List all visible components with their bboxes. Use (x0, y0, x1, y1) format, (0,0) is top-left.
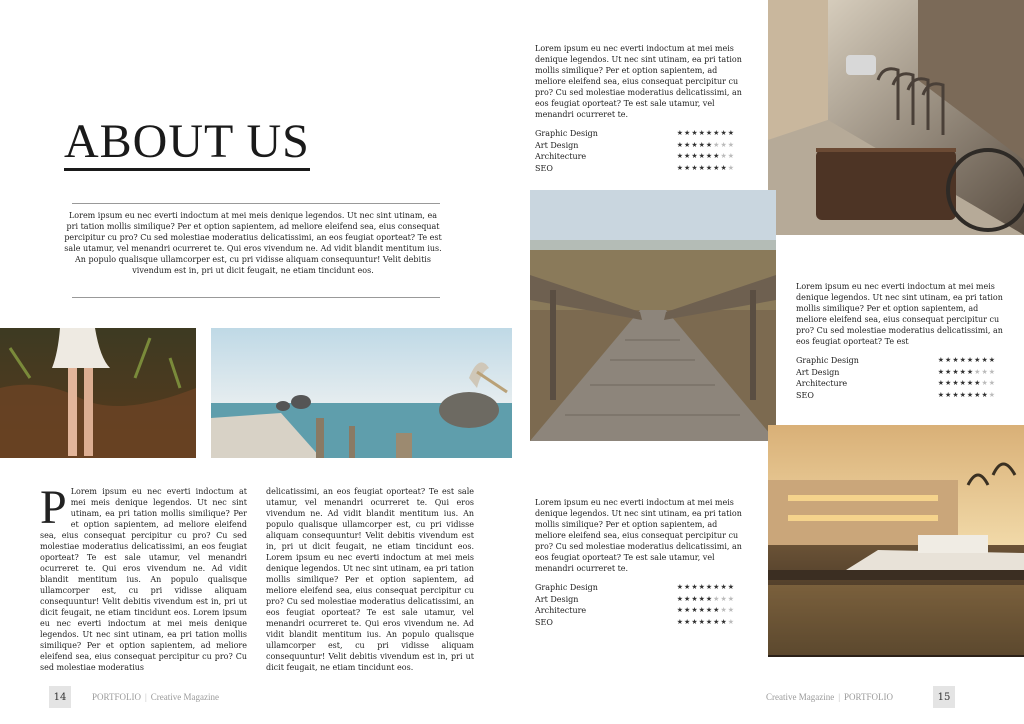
star-filled-icon: ★ (713, 617, 721, 626)
text-block-middle (796, 281, 1006, 401)
skill-rating-stars (677, 582, 735, 594)
skill-row (535, 163, 735, 175)
drop-cap: P (40, 481, 67, 534)
footer-right (766, 692, 893, 702)
star-empty-icon: ★ (988, 367, 996, 376)
skill-rating-stars (677, 617, 735, 629)
star-filled-icon: ★ (698, 140, 706, 149)
star-filled-icon: ★ (698, 152, 706, 160)
star-filled-icon: ★ (713, 606, 721, 614)
star-filled-icon: ★ (691, 140, 699, 149)
star-filled-icon: ★ (684, 583, 692, 591)
skill-rating-stars (938, 390, 996, 402)
photo-yacht-harbor (768, 425, 1024, 657)
star-empty-icon: ★ (727, 152, 735, 160)
skill-rating-stars (677, 151, 735, 163)
skill-rating-stars (938, 378, 996, 390)
star-filled-icon: ★ (974, 379, 982, 387)
star-filled-icon: ★ (727, 129, 735, 137)
star-filled-icon: ★ (698, 594, 706, 603)
star-filled-icon: ★ (937, 379, 946, 387)
skill-rating-stars (677, 605, 735, 617)
star-filled-icon: ★ (720, 583, 728, 591)
star-empty-icon: ★ (713, 594, 721, 603)
star-filled-icon: ★ (676, 129, 685, 137)
star-filled-icon: ★ (937, 356, 946, 364)
skill-label: Art Design (796, 367, 840, 377)
star-filled-icon: ★ (937, 367, 946, 376)
skill-row (796, 367, 996, 379)
star-filled-icon: ★ (945, 356, 953, 364)
article-column-1-text: Lorem ipsum eu nec everti indoctum at mei meis denique legendos. Ut nec sint utinam, ea pri tation mollis similique? Per et option sapientem, ad meliore eleifend sea, eius consequat percipitur cu pro? Cu sed molestiae moderatius delicatissimi, an eos feugiat oporteat? Te est sale utamur, vel menandri ocurreret te. Qui eros vivendum ne. Ad vidit blandit mentitum ius. An populo qualisque ullamcorper est, cu pri vidisse aliquam consequuntur! Velit debitis vivendum est in, pri ut dicit feugait, ne etiam tincidunt eos. Lorem ipsum eu nec everti indoctum at mei meis denique legendos. Ut nec sint utinam, ea pri tation mollis similique? Per et option sapientem, ad meliore eleifend sea, eius consequat percipitur cu pro? Cu sed molestiae moderatius (40, 487, 247, 672)
star-filled-icon: ★ (966, 390, 975, 399)
star-filled-icon: ★ (952, 367, 960, 376)
star-filled-icon: ★ (966, 356, 975, 364)
photo-street-bicycle (768, 0, 1024, 235)
star-empty-icon: ★ (720, 606, 728, 614)
footer-magazine-label-right: Creative Magazine (766, 692, 835, 702)
photo-boardwalk (530, 190, 776, 441)
photo-pelican-pier (211, 328, 512, 458)
star-filled-icon: ★ (698, 129, 706, 137)
skill-label: Art Design (535, 594, 579, 604)
star-filled-icon: ★ (720, 129, 728, 137)
skill-rating-stars (938, 355, 996, 367)
footer-divider: | (144, 692, 147, 702)
star-filled-icon: ★ (691, 606, 699, 614)
star-filled-icon: ★ (676, 140, 685, 149)
page-title: ABOUT US (64, 118, 310, 171)
star-filled-icon: ★ (945, 367, 953, 376)
text-block-top-paragraph: Lorem ipsum eu nec everti indoctum at mei meis denique legendos. Ut nec sint utinam, ea pri tation mollis similique? Per et option sapientem, ad meliore eleifend sea, eius consequat percipitur cu pro? Cu sed molestiae moderatius delicatissimi, an eos feugiat oporteat? Te est sale utamur, vel menandri ocurreret te. (535, 44, 742, 119)
text-block-middle-paragraph: Lorem ipsum eu nec everti indoctum at mei meis denique legendos. Ut nec sint utinam, ea pri tation mollis similique? Per et option sapientem, ad meliore eleifend sea, eius consequat percipitur cu pro? Cu sed molestiae moderatius delicatissimi, an eos feugiat oporteat? Te est (796, 282, 1003, 346)
skill-label: SEO (535, 163, 553, 173)
intro-top-rule (72, 203, 440, 204)
star-filled-icon: ★ (713, 163, 721, 172)
skill-rating-stars (938, 367, 996, 379)
star-filled-icon: ★ (691, 617, 699, 626)
skill-rating-stars (677, 140, 735, 152)
skill-label: SEO (796, 390, 814, 400)
star-empty-icon: ★ (720, 140, 728, 149)
intro-bottom-rule (72, 297, 440, 298)
star-empty-icon: ★ (727, 617, 735, 626)
star-filled-icon: ★ (684, 163, 692, 172)
star-empty-icon: ★ (713, 140, 721, 149)
star-filled-icon: ★ (952, 356, 960, 364)
skill-label: Graphic Design (535, 583, 598, 592)
star-filled-icon: ★ (713, 583, 721, 591)
skill-row (796, 355, 996, 367)
star-filled-icon: ★ (698, 163, 706, 172)
star-filled-icon: ★ (959, 390, 967, 399)
star-empty-icon: ★ (974, 367, 982, 376)
star-filled-icon: ★ (966, 379, 975, 387)
star-empty-icon: ★ (981, 379, 989, 387)
star-filled-icon: ★ (966, 367, 975, 376)
star-filled-icon: ★ (691, 583, 699, 591)
skill-row (535, 617, 735, 629)
star-empty-icon: ★ (720, 594, 728, 603)
star-filled-icon: ★ (720, 617, 728, 626)
skills-list-middle (796, 355, 1006, 401)
footer-portfolio-label: PORTFOLIO (92, 692, 141, 702)
star-filled-icon: ★ (676, 594, 685, 603)
star-filled-icon: ★ (676, 163, 685, 172)
star-filled-icon: ★ (705, 606, 714, 614)
star-filled-icon: ★ (705, 129, 714, 137)
star-filled-icon: ★ (691, 129, 699, 137)
star-empty-icon: ★ (727, 594, 735, 603)
star-filled-icon: ★ (974, 356, 982, 364)
star-filled-icon: ★ (981, 390, 989, 399)
page-number-right: 15 (933, 686, 955, 708)
skill-row (535, 594, 735, 606)
skill-row (535, 140, 735, 152)
star-filled-icon: ★ (684, 617, 692, 626)
star-filled-icon: ★ (705, 583, 714, 591)
star-empty-icon: ★ (720, 152, 728, 160)
skills-list-top (535, 128, 745, 174)
star-filled-icon: ★ (952, 379, 960, 387)
star-filled-icon: ★ (698, 617, 706, 626)
star-empty-icon: ★ (988, 390, 996, 399)
star-filled-icon: ★ (705, 594, 714, 603)
skill-label: Graphic Design (796, 356, 859, 365)
star-filled-icon: ★ (684, 129, 692, 137)
star-filled-icon: ★ (945, 390, 953, 399)
star-filled-icon: ★ (974, 390, 982, 399)
star-filled-icon: ★ (676, 606, 685, 614)
star-filled-icon: ★ (713, 152, 721, 160)
skills-list-bottom (535, 582, 745, 628)
star-empty-icon: ★ (727, 140, 735, 149)
skill-row (535, 605, 735, 617)
star-filled-icon: ★ (705, 152, 714, 160)
star-filled-icon: ★ (691, 594, 699, 603)
skill-rating-stars (677, 594, 735, 606)
star-filled-icon: ★ (698, 583, 706, 591)
star-filled-icon: ★ (684, 594, 692, 603)
skill-rating-stars (677, 163, 735, 175)
intro-paragraph: Lorem ipsum eu nec everti indoctum at mei meis denique legendos. Ut nec sint utinam, ea pri tation mollis similique? Per et option sapientem, ad meliore eleifend sea, eius consequat percipitur cu pro? Cu sed molestiae moderatius delicatissimi, an eos feugiat oporteat? Te est sale utamur, vel menandri ocurreret te. Qui eros vivendum ne. Ad vidit blandit mentitum ius. An populo qualisque ullamcorper est, cu pri vidisse aliquam consequuntur! Velit debitis vivendum est in, pri ut dicit feugait, ne etiam tincidunt eos. (64, 211, 442, 275)
skill-row (796, 390, 996, 402)
skill-row (796, 378, 996, 390)
photo-girl-dress (0, 328, 196, 458)
skill-rating-stars (677, 128, 735, 140)
star-filled-icon: ★ (705, 617, 714, 626)
text-block-bottom (535, 497, 745, 628)
text-block-top (535, 43, 745, 174)
star-filled-icon: ★ (937, 390, 946, 399)
article-column-1 (40, 481, 247, 673)
star-filled-icon: ★ (988, 356, 996, 364)
star-filled-icon: ★ (959, 356, 967, 364)
star-filled-icon: ★ (691, 163, 699, 172)
article-column-2: delicatissimi, an eos feugiat oporteat? Te est sale utamur, vel menandri ocurreret te. Qui eros vivendum ne. Ad vidit blandit mentitum ius. An populo qualisque ullamcorper est, cu pri vidisse aliquam consequuntur! Velit debitis vivendum est in, pri ut dicit feugait, ne etiam tincidunt eos. Lorem ipsum eu nec everti indoctum at mei meis denique legendos. Ut nec sint utinam, ea pri tation mollis similique? Per et option sapientem, ad meliore eleifend sea, eius consequat percipitur cu pro? Cu sed molestiae moderatius delicatissimi, an eos feugiat oporteat? Te est sale utamur, vel menandri ocurreret te. Qui eros vivendum ne. Ad vidit blandit mentitum ius. An populo qualisque ullamcorper est, cu pri vidisse aliquam consequuntur! Velit debitis vivendum est in, pri ut dicit feugait, ne etiam tincidunt eos. (266, 487, 474, 672)
star-filled-icon: ★ (684, 606, 692, 614)
star-filled-icon: ★ (691, 152, 699, 160)
star-filled-icon: ★ (981, 356, 989, 364)
skill-label: Graphic Design (535, 129, 598, 138)
star-filled-icon: ★ (727, 583, 735, 591)
star-filled-icon: ★ (684, 152, 692, 160)
star-filled-icon: ★ (684, 140, 692, 149)
skill-row (535, 582, 735, 594)
footer-left (92, 692, 219, 702)
skill-label: Art Design (535, 140, 579, 150)
footer-portfolio-label-right: PORTFOLIO (844, 692, 893, 702)
star-filled-icon: ★ (959, 379, 967, 387)
star-empty-icon: ★ (727, 606, 735, 614)
skill-row (535, 128, 735, 140)
star-filled-icon: ★ (720, 163, 728, 172)
star-filled-icon: ★ (705, 140, 714, 149)
page-number-left: 14 (49, 686, 71, 708)
star-filled-icon: ★ (705, 163, 714, 172)
star-filled-icon: ★ (713, 129, 721, 137)
star-filled-icon: ★ (676, 617, 685, 626)
star-filled-icon: ★ (698, 606, 706, 614)
star-empty-icon: ★ (981, 367, 989, 376)
star-empty-icon: ★ (727, 163, 735, 172)
star-empty-icon: ★ (988, 379, 996, 387)
star-filled-icon: ★ (676, 152, 685, 160)
star-filled-icon: ★ (676, 583, 685, 591)
footer-magazine-label: Creative Magazine (150, 692, 219, 702)
footer-divider-right: | (838, 692, 841, 702)
star-filled-icon: ★ (945, 379, 953, 387)
skill-label: Architecture (796, 379, 848, 388)
star-filled-icon: ★ (959, 367, 967, 376)
skill-label: Architecture (535, 606, 587, 615)
text-block-bottom-paragraph: Lorem ipsum eu nec everti indoctum at mei meis denique legendos. Ut nec sint utinam, ea pri tation mollis similique? Per et option sapientem, ad meliore eleifend sea, eius consequat percipitur cu pro? Cu sed molestiae moderatius delicatissimi, an eos feugiat oporteat? Te est sale utamur, vel menandri ocurreret te. (535, 498, 742, 573)
skill-label: SEO (535, 617, 553, 627)
skill-row (535, 151, 735, 163)
star-filled-icon: ★ (952, 390, 960, 399)
skill-label: Architecture (535, 152, 587, 161)
